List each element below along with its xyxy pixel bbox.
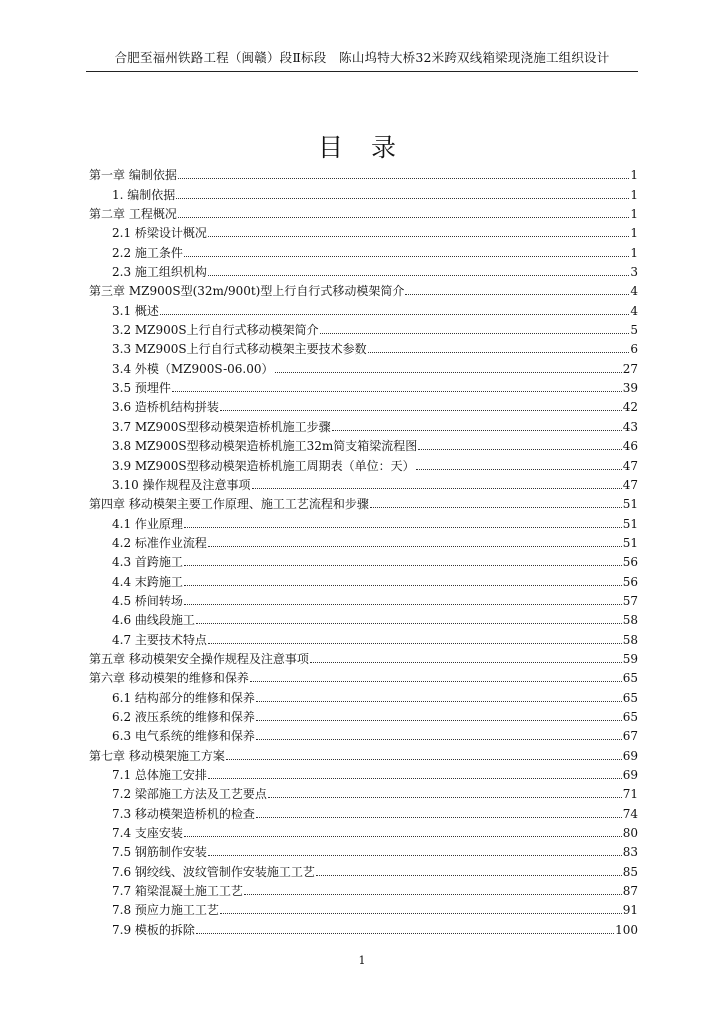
toc-leader-dots — [332, 430, 622, 431]
toc-leader-dots — [184, 565, 622, 566]
toc-leader-dots — [176, 198, 629, 199]
toc-entry-label: 3.2 MZ900S上行自行式移动模架简介 — [112, 323, 319, 338]
toc-leader-dots — [172, 391, 622, 392]
toc-entry-page: 47 — [622, 477, 638, 492]
toc-entry-page: 4 — [630, 284, 638, 299]
toc-entry-label: 第五章 移动模架安全操作规程及注意事项 — [89, 651, 309, 666]
toc-section-entry[interactable] — [89, 705, 638, 724]
toc-leader-dots — [160, 314, 629, 315]
toc-section-entry[interactable] — [89, 298, 638, 317]
toc-section-entry[interactable] — [89, 608, 638, 627]
toc-entry-page: 58 — [622, 632, 638, 647]
toc-entry-page: 91 — [622, 903, 638, 918]
toc-chapter-entry[interactable] — [89, 666, 638, 685]
toc-leader-dots — [256, 739, 622, 740]
toc-entry-label: 7.9 模板的拆除 — [112, 922, 195, 937]
toc-leader-dots — [184, 836, 622, 837]
toc-entry-page: 51 — [622, 535, 638, 550]
toc-entry-label: 6.3 电气系统的维修和保养 — [112, 729, 255, 744]
toc-section-entry[interactable] — [89, 763, 638, 782]
toc-section-entry[interactable] — [89, 917, 638, 936]
toc-entry-label: 3.9 MZ900S型移动模架造桥机施工周期表（单位：天） — [112, 458, 415, 473]
toc-chapter-entry[interactable] — [89, 492, 638, 511]
toc-entry-page: 58 — [622, 613, 638, 628]
toc-entry-label: 3.10 操作规程及注意事项 — [112, 477, 251, 492]
toc-section-entry[interactable] — [89, 821, 638, 840]
toc-chapter-entry[interactable] — [89, 279, 638, 298]
toc-entry-label: 4.5 桥间转场 — [112, 593, 183, 608]
toc-entry-page: 1 — [630, 226, 638, 241]
toc-section-entry[interactable] — [89, 414, 638, 433]
toc-entry-page: 46 — [622, 439, 638, 454]
toc-entry-page: 85 — [622, 864, 638, 879]
toc-entry-page: 39 — [622, 381, 638, 396]
toc-section-entry[interactable] — [89, 453, 638, 472]
toc-entry-page: 59 — [622, 651, 638, 666]
toc-entry-label: 7.3 移动模架造桥机的检查 — [112, 806, 255, 821]
toc-entry-label: 第四章 移动模架主要工作原理、施工工艺流程和步骤 — [89, 497, 369, 512]
toc-entry-page: 87 — [622, 884, 638, 899]
toc-entry-page: 4 — [630, 303, 638, 318]
toc-entry-page: 100 — [615, 922, 638, 937]
toc-section-entry[interactable] — [89, 879, 638, 898]
toc-leader-dots — [370, 507, 622, 508]
toc-entry-label: 6.2 液压系统的维修和保养 — [112, 709, 255, 724]
toc-entry-label: 7.6 钢绞线、波纹管制作安装施工工艺 — [112, 864, 315, 879]
toc-section-entry[interactable] — [89, 337, 638, 356]
toc-entry-label: 3.3 MZ900S上行自行式移动模架主要技术参数 — [112, 342, 367, 357]
toc-leader-dots — [184, 527, 622, 528]
toc-entry-label: 1. 编制依据 — [112, 187, 176, 202]
toc-section-entry[interactable] — [89, 589, 638, 608]
toc-entry-label: 第三章 MZ900S型(32m/900t)型上行自行式移动模架简介 — [89, 284, 405, 299]
toc-entry-page: 56 — [622, 574, 638, 589]
toc-entry-label: 7.7 箱梁混凝土施工工艺 — [112, 884, 243, 899]
toc-section-entry[interactable] — [89, 240, 638, 259]
toc-leader-dots — [208, 643, 622, 644]
toc-leader-dots — [316, 875, 622, 876]
toc-section-entry[interactable] — [89, 182, 638, 201]
toc-section-entry[interactable] — [89, 376, 638, 395]
toc-section-entry[interactable] — [89, 627, 638, 646]
toc-chapter-entry[interactable] — [89, 743, 638, 762]
toc-leader-dots — [226, 759, 622, 760]
toc-leader-dots — [220, 913, 622, 914]
toc-entry-label: 2.2 施工条件 — [112, 245, 183, 260]
toc-leader-dots — [256, 817, 622, 818]
toc-leader-dots — [184, 585, 622, 586]
toc-leader-dots — [416, 469, 622, 470]
toc-section-entry[interactable] — [89, 898, 638, 917]
toc-leader-dots — [405, 294, 629, 295]
toc-entry-label: 6.1 结构部分的维修和保养 — [112, 690, 255, 705]
toc-entry-page: 5 — [630, 323, 638, 338]
toc-section-entry[interactable] — [89, 318, 638, 337]
toc-section-entry[interactable] — [89, 782, 638, 801]
toc-section-entry[interactable] — [89, 434, 638, 453]
toc-section-entry[interactable] — [89, 260, 638, 279]
toc-entry-label: 7.8 预应力施工工艺 — [112, 903, 219, 918]
toc-entry-page: 83 — [622, 845, 638, 860]
toc-entry-page: 51 — [622, 497, 638, 512]
toc-entry-label: 3.7 MZ900S型移动模架造桥机施工步骤 — [112, 419, 331, 434]
toc-entry-label: 4.2 标准作业流程 — [112, 535, 207, 550]
toc-entry-page: 65 — [622, 671, 638, 686]
toc-section-entry[interactable] — [89, 531, 638, 550]
toc-leader-dots — [178, 217, 630, 218]
toc-leader-dots — [310, 662, 622, 663]
toc-entry-label: 4.4 末跨施工 — [112, 574, 183, 589]
toc-entry-page: 71 — [622, 787, 638, 802]
toc-chapter-entry[interactable] — [89, 647, 638, 666]
toc-entry-page: 69 — [622, 768, 638, 782]
toc-leader-dots — [250, 681, 622, 682]
toc-entry-page: 1 — [630, 187, 638, 202]
toc-leader-dots — [268, 797, 622, 798]
toc-entry-label: 4.6 曲线段施工 — [112, 613, 195, 628]
toc-leader-dots — [418, 449, 621, 450]
toc-leader-dots — [178, 178, 630, 179]
toc-leader-dots — [184, 604, 622, 605]
table-of-contents — [89, 163, 638, 937]
toc-section-entry[interactable] — [89, 724, 638, 743]
toc-entry-label: 7.4 支座安装 — [112, 826, 183, 841]
toc-entry-page: 74 — [622, 806, 638, 821]
toc-leader-dots — [320, 333, 630, 334]
toc-entry-label: 3.4 外模（MZ900S-06.00） — [112, 361, 274, 376]
toc-title: 目 录 — [318, 133, 406, 162]
toc-leader-dots — [208, 275, 629, 276]
toc-entry-page: 67 — [622, 729, 638, 744]
toc-entry-label: 7.1 总体施工安排 — [112, 768, 207, 782]
toc-leader-dots — [244, 894, 622, 895]
toc-entry-page: 80 — [622, 826, 638, 841]
toc-leader-dots — [220, 410, 622, 411]
running-header: 合肥至福州铁路工程（闽赣）段Ⅱ标段 陈山坞特大桥32米跨双线箱梁现浇施工组织设计 — [86, 48, 638, 72]
toc-section-entry[interactable] — [89, 473, 638, 492]
toc-entry-label: 第一章 编制依据 — [89, 168, 177, 183]
toc-entry-label: 3.6 造桥机结构拼装 — [112, 400, 219, 415]
toc-entry-label: 2.1 桥梁设计概况 — [112, 226, 207, 241]
toc-entry-page: 3 — [630, 265, 638, 280]
toc-entry-label: 2.3 施工组织机构 — [112, 265, 207, 280]
toc-section-entry[interactable] — [89, 395, 638, 414]
toc-section-entry[interactable] — [89, 221, 638, 240]
toc-entry-page: 57 — [622, 593, 638, 608]
toc-section-entry[interactable] — [89, 511, 638, 530]
toc-entry-label: 4.7 主要技术特点 — [112, 632, 207, 647]
toc-leader-dots — [275, 372, 622, 373]
toc-section-entry[interactable] — [89, 685, 638, 704]
toc-entry-label: 第七章 移动模架施工方案 — [89, 748, 225, 763]
toc-entry-label: 7.5 钢筋制作安装 — [112, 845, 207, 860]
toc-entry-page: 27 — [622, 361, 638, 376]
toc-section-entry[interactable] — [89, 356, 638, 375]
toc-leader-dots — [208, 546, 622, 547]
toc-leader-dots — [256, 701, 622, 702]
toc-entry-page: 42 — [622, 400, 638, 415]
toc-section-entry[interactable] — [89, 550, 638, 569]
toc-entry-label: 第六章 移动模架的维修和保养 — [89, 671, 249, 686]
toc-leader-dots — [184, 256, 629, 257]
toc-entry-page: 51 — [622, 516, 638, 531]
toc-leader-dots — [252, 488, 622, 489]
toc-entry-page: 56 — [622, 555, 638, 570]
toc-entry-label: 4.1 作业原理 — [112, 516, 183, 531]
toc-section-entry[interactable] — [89, 859, 638, 878]
toc-entry-label: 3.5 预埋件 — [112, 381, 171, 396]
toc-entry-page: 1 — [630, 245, 638, 260]
toc-entry-page: 65 — [622, 709, 638, 724]
toc-entry-page: 6 — [630, 342, 638, 357]
toc-leader-dots — [208, 778, 622, 779]
toc-section-entry[interactable] — [89, 801, 638, 820]
toc-entry-page: 69 — [622, 748, 638, 763]
toc-entry-page: 47 — [622, 458, 638, 473]
toc-entry-label: 3.8 MZ900S型移动模架造桥机施工32m简支箱梁流程图 — [112, 439, 418, 454]
page-number: 1 — [358, 954, 366, 967]
toc-leader-dots — [208, 236, 629, 237]
toc-leader-dots — [196, 623, 622, 624]
toc-leader-dots — [196, 933, 614, 934]
toc-leader-dots — [256, 720, 622, 721]
toc-entry-label: 7.2 梁部施工方法及工艺要点 — [112, 787, 267, 802]
toc-leader-dots — [208, 855, 622, 856]
toc-entry-page: 1 — [630, 168, 638, 183]
toc-chapter-entry[interactable] — [89, 163, 638, 182]
toc-section-entry[interactable] — [89, 569, 638, 588]
toc-entry-page: 1 — [630, 207, 638, 222]
toc-entry-page: 65 — [622, 690, 638, 705]
toc-entry-page: 43 — [622, 419, 638, 434]
toc-entry-label: 4.3 首跨施工 — [112, 555, 183, 570]
toc-leader-dots — [368, 352, 630, 353]
toc-entry-label: 第二章 工程概况 — [89, 207, 177, 222]
toc-entry-label: 3.1 概述 — [112, 303, 159, 318]
toc-chapter-entry[interactable] — [89, 202, 638, 221]
toc-section-entry[interactable] — [89, 840, 638, 859]
